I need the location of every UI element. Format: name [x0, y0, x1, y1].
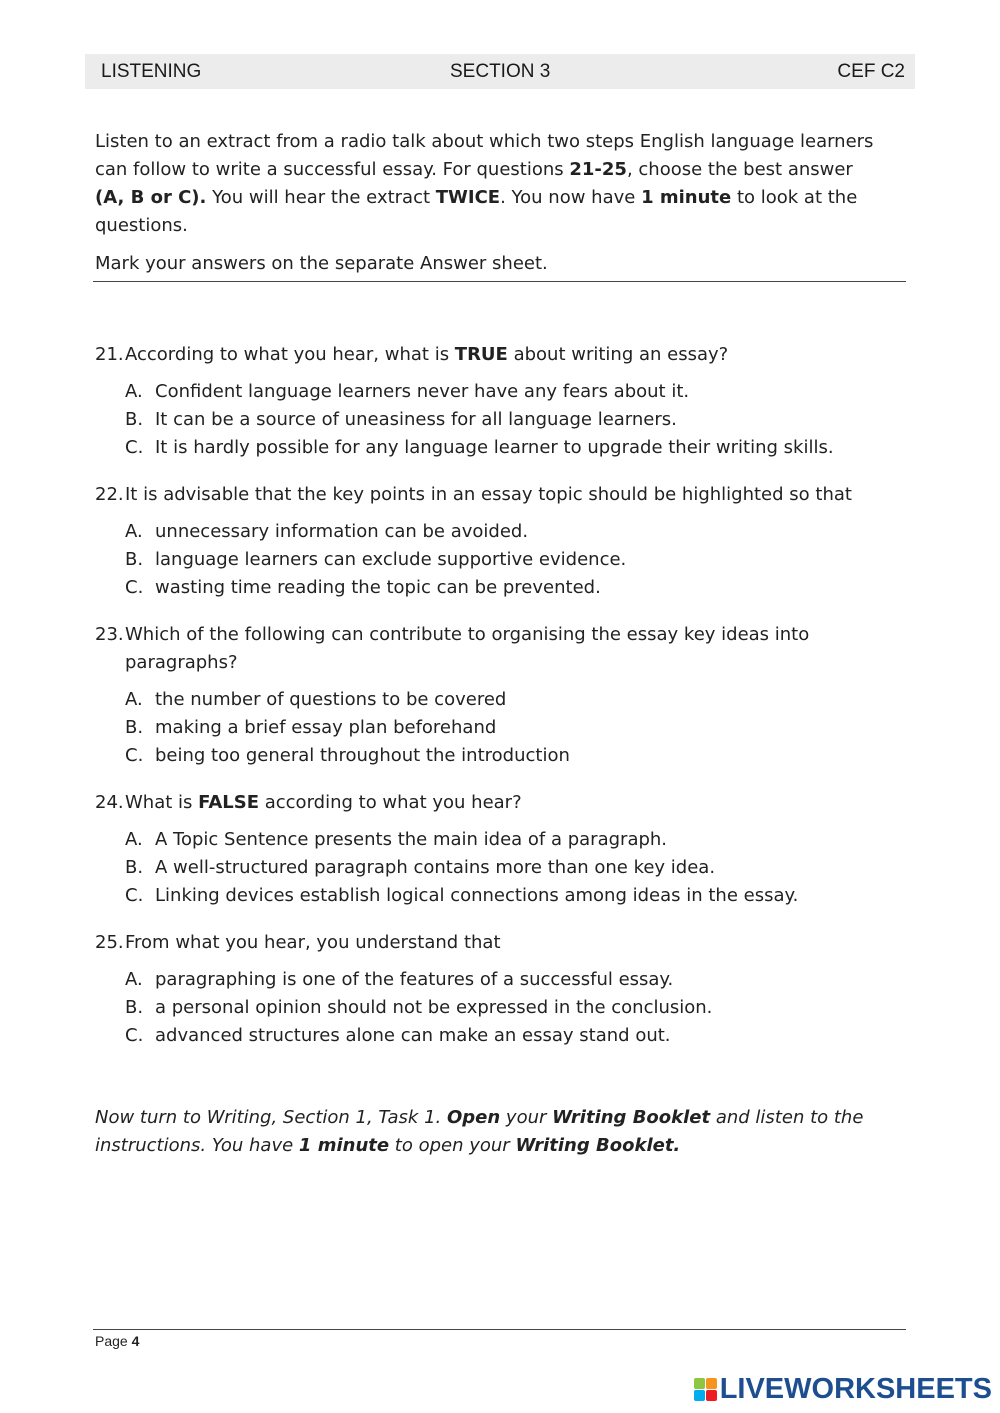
liveworksheets-logo-icon — [694, 1378, 717, 1401]
option-letter: C. — [125, 437, 144, 458]
option-letter: A. — [125, 689, 143, 710]
option-letter: A. — [125, 381, 143, 402]
option-letter: C. — [125, 1025, 144, 1046]
page-header — [85, 54, 915, 89]
closing-instructions — [95, 1104, 907, 1160]
question-number: 22. — [95, 484, 124, 505]
answer-options — [95, 378, 907, 462]
question-24 — [95, 789, 907, 910]
page-number: 4 — [131, 1333, 140, 1349]
answer-option[interactable] — [125, 574, 907, 602]
question-text — [125, 929, 907, 957]
question-stem — [95, 621, 907, 677]
logo-square — [694, 1390, 705, 1401]
question-number: 24. — [95, 792, 124, 813]
option-text: Confident language learners never have any fears about it. — [155, 381, 690, 402]
answer-option[interactable] — [125, 854, 907, 882]
option-letter: A. — [125, 969, 143, 990]
answer-options — [95, 826, 907, 910]
answer-option[interactable] — [125, 518, 907, 546]
logo-square — [694, 1378, 705, 1389]
closing-text-1: Now turn to Writing, Section 1, Task 1. — [95, 1107, 447, 1128]
question-stem — [95, 341, 907, 369]
question-text-part: according to what you hear? — [259, 792, 522, 813]
question-number: 23. — [95, 624, 124, 645]
question-text — [125, 789, 907, 817]
option-text: language learners can exclude supportive evidence. — [155, 549, 627, 570]
intro-question-range: 21-25 — [569, 159, 627, 180]
answer-option[interactable] — [125, 378, 907, 406]
closing-open: Open — [446, 1107, 501, 1128]
option-text: advanced structures alone can make an essay stand out. — [155, 1025, 671, 1046]
option-text: A well-structured paragraph contains more than one key idea. — [155, 857, 716, 878]
question-25 — [95, 929, 907, 1050]
question-number: 25. — [95, 932, 124, 953]
intro-text-5: to look at the questions. — [95, 187, 858, 236]
closing-text-2: your — [500, 1107, 553, 1128]
question-text-part: about writing an essay? — [507, 344, 729, 365]
closing-writing-booklet-2: Writing Booklet. — [515, 1135, 681, 1156]
option-text: paragraphing is one of the features of a successful essay. — [155, 969, 674, 990]
question-text-part: Which of the following can contribute to organising the essay key ideas into paragraphs? — [125, 624, 810, 673]
answer-option[interactable] — [125, 742, 907, 770]
option-text: It can be a source of uneasiness for all language learners. — [155, 409, 677, 430]
question-text-part: According to what you hear, what is — [125, 344, 455, 365]
intro-answer-choices: (A, B or C). — [95, 187, 207, 208]
instructions-divider — [93, 281, 906, 282]
question-number: 21. — [95, 344, 124, 365]
question-stem — [95, 481, 907, 509]
intro-text-1: Listen to an extract from a radio talk about which two steps English language learners can follow to write a successful essay. For questions — [95, 131, 874, 180]
question-emphasis: TRUE — [454, 344, 508, 365]
question-stem — [95, 789, 907, 817]
answer-option[interactable] — [125, 686, 907, 714]
question-text — [125, 341, 907, 369]
closing-time: 1 minute — [298, 1135, 390, 1156]
option-text: A Topic Sentence presents the main idea of a paragraph. — [155, 829, 668, 850]
answer-option[interactable] — [125, 966, 907, 994]
logo-square — [706, 1390, 717, 1401]
option-text: unnecessary information can be avoided. — [155, 521, 529, 542]
intro-text-4: . You now have — [500, 187, 642, 208]
instructions — [95, 128, 907, 278]
header-level-label: CEF C2 — [837, 61, 905, 82]
intro-text-2: , choose the best answer — [626, 159, 853, 180]
answer-options — [95, 686, 907, 770]
answer-option[interactable] — [125, 994, 907, 1022]
logo-square — [706, 1378, 717, 1389]
question-22 — [95, 481, 907, 602]
option-text: Linking devices establish logical connections among ideas in the essay. — [155, 885, 799, 906]
intro-text-3: You will hear the extract — [206, 187, 436, 208]
intro-time: 1 minute — [641, 187, 732, 208]
question-23 — [95, 621, 907, 770]
option-letter: B. — [125, 997, 144, 1018]
answer-option[interactable] — [125, 434, 907, 462]
question-text-part: From what you hear, you understand that — [125, 932, 501, 953]
footer-divider — [93, 1329, 906, 1330]
answer-option[interactable] — [125, 406, 907, 434]
header-left-label: LISTENING — [101, 61, 202, 82]
liveworksheets-logo-text: LIVEWORKSHEETS — [719, 1373, 992, 1405]
option-text: It is hardly possible for any language learner to upgrade their writing skills. — [155, 437, 834, 458]
option-letter: A. — [125, 829, 143, 850]
option-text: a personal opinion should not be expressed in the conclusion. — [155, 997, 713, 1018]
question-emphasis: FALSE — [198, 792, 260, 813]
option-text: making a brief essay plan beforehand — [155, 717, 497, 738]
question-list — [95, 341, 907, 1069]
answer-option[interactable] — [125, 546, 907, 574]
option-letter: C. — [125, 577, 144, 598]
option-text: the number of questions to be covered — [155, 689, 507, 710]
page-footer — [95, 1333, 139, 1349]
intro-twice: TWICE — [435, 187, 501, 208]
liveworksheets-logo — [694, 1373, 992, 1406]
answer-options — [95, 518, 907, 602]
question-stem — [95, 929, 907, 957]
question-text — [125, 621, 907, 677]
question-21 — [95, 341, 907, 462]
instructions-text — [95, 128, 907, 240]
question-text-part: What is — [125, 792, 199, 813]
closing-text-3: and listen to the instructions. You have — [95, 1107, 864, 1156]
question-text-part: It is advisable that the key points in an essay topic should be highlighted so that — [125, 484, 852, 505]
question-text — [125, 481, 907, 509]
option-text: being too general throughout the introduction — [155, 745, 570, 766]
answer-option[interactable] — [125, 826, 907, 854]
answer-option[interactable] — [125, 882, 907, 910]
option-letter: B. — [125, 857, 144, 878]
closing-text-4: to open your — [389, 1135, 516, 1156]
answer-option[interactable] — [125, 714, 907, 742]
closing-writing-booklet: Writing Booklet — [552, 1107, 711, 1128]
option-letter: B. — [125, 409, 144, 430]
option-letter: C. — [125, 885, 144, 906]
option-letter: B. — [125, 717, 144, 738]
option-letter: B. — [125, 549, 144, 570]
option-letter: C. — [125, 745, 144, 766]
header-section-label: SECTION 3 — [450, 61, 551, 82]
mark-answers-text: Mark your answers on the separate Answer sheet. — [95, 253, 548, 274]
answer-option[interactable] — [125, 1022, 907, 1050]
option-letter: A. — [125, 521, 143, 542]
page-label: Page — [95, 1333, 128, 1349]
answer-options — [95, 966, 907, 1050]
option-text: wasting time reading the topic can be prevented. — [155, 577, 601, 598]
